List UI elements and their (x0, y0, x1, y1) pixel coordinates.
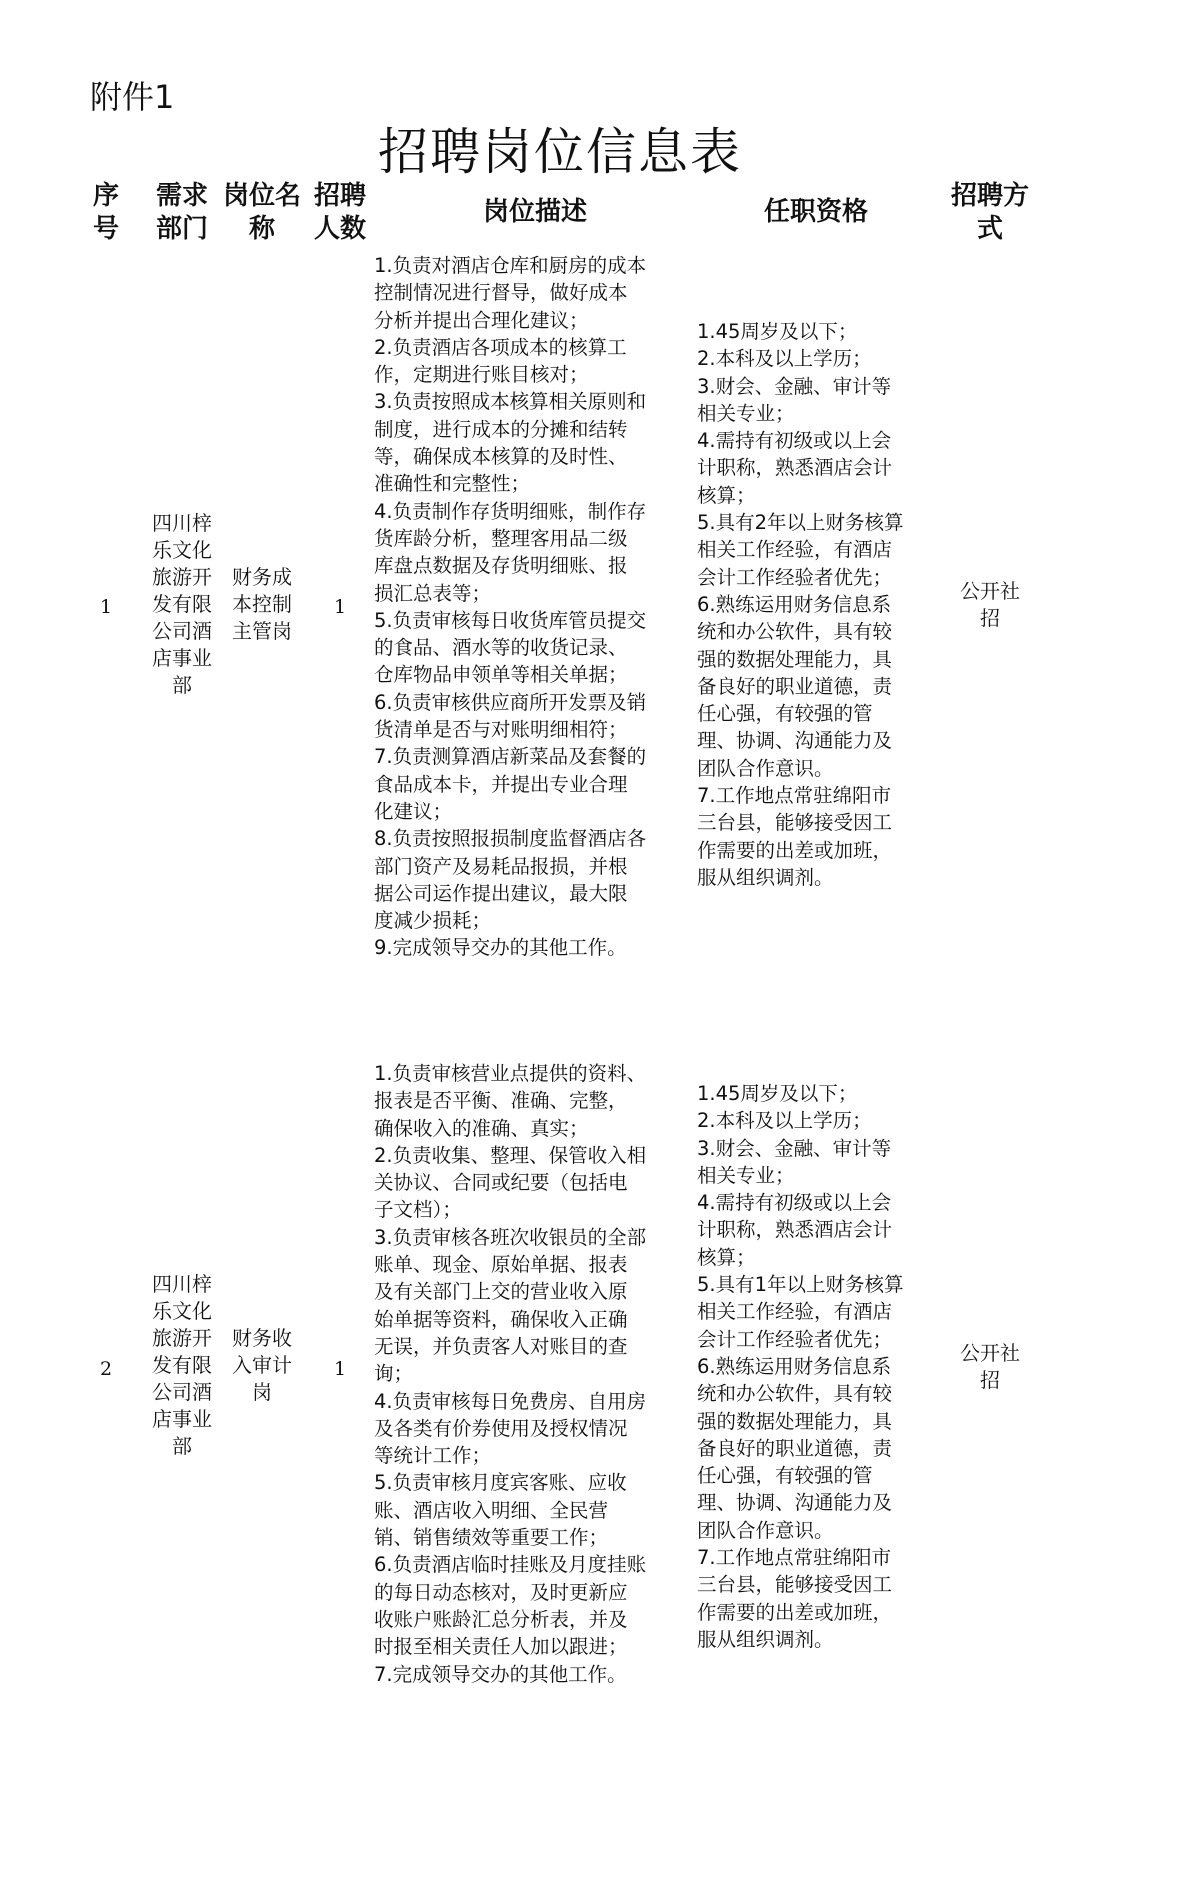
row-1-description-line: 9.完成领导交办的其他工作。 (374, 936, 627, 960)
row-1-count: 1 (333, 596, 347, 618)
row-2-description-line: 的每日动态核对，及时更新应 (374, 1580, 628, 1604)
row-1-position-line: 主管岗 (232, 619, 292, 643)
row-1-no: 1 (99, 596, 113, 618)
row-2-description-line: 时报至相关责任人加以跟进； (374, 1635, 628, 1659)
row-2-requirements-line: 作需要的出差或加班， (697, 1600, 893, 1624)
header-dept-line: 部门 (155, 214, 208, 244)
row-2-mode-line: 公开社 (960, 1341, 1020, 1365)
row-1-description-line: 食品成本卡，并提出专业合理 (374, 772, 628, 796)
row-1-requirements-line: 相关专业； (697, 401, 795, 425)
row-2-description-line: 2.负责收集、整理、保管收入相 (374, 1143, 647, 1167)
row-1-dept-line: 四川梓 (152, 511, 212, 535)
row-2-description-line: 询； (374, 1362, 414, 1386)
row-2-description-line: 3.负责审核各班次收银员的全部 (374, 1225, 647, 1249)
row-2-description-line: 子文档）； (374, 1198, 462, 1222)
row-2-description-line: 及各类有价券使用及授权情况 (374, 1416, 628, 1440)
row-2-description-line: 始单据等资料，确保收入正确 (374, 1307, 628, 1331)
header-mode (935, 180, 1045, 246)
row-1-description-line: 化建议； (374, 799, 453, 823)
row-1-mode (935, 578, 1045, 632)
row-2-description-line: 账、酒店收入明细、全民营 (374, 1498, 609, 1522)
row-2-requirements-line: 团队合作意识。 (697, 1518, 834, 1542)
row-1-dept-line: 店事业 (152, 646, 212, 670)
row-1-description-line: 等，确保成本核算的及时性、 (374, 445, 628, 469)
row-2-dept-line: 部 (172, 1434, 192, 1458)
row-2-description-line: 确保收入的准确、真实； (374, 1116, 589, 1140)
header-description (374, 196, 696, 229)
row-2-requirements-line: 相关工作经验，有酒店 (697, 1300, 893, 1324)
row-2-description-line: 账单、现金、原始单据、报表 (374, 1253, 628, 1277)
row-1-description-line: 4.负责制作存货明细账，制作存 (374, 499, 647, 523)
row-1-description-line: 分析并提出合理化建议； (374, 308, 589, 332)
row-2-requirements-line: 会计工作经验者优先； (697, 1327, 893, 1351)
row-1-requirements (697, 318, 935, 891)
header-mode-line: 招聘方 (950, 181, 1029, 211)
row-1-requirements-line: 计职称，熟悉酒店会计 (697, 456, 893, 480)
row-1-requirements-line: 会计工作经验者优先； (697, 565, 893, 589)
row-2-description-line: 销、销售绩效等重要工作； (374, 1526, 609, 1550)
row-2-dept-line: 四川梓 (152, 1272, 212, 1296)
row-2-description-line: 无误，并负责客人对账目的查 (374, 1334, 628, 1358)
row-2-dept-line: 店事业 (152, 1407, 212, 1431)
header-count (306, 180, 374, 246)
row-2-requirements-line: 核算； (697, 1245, 756, 1269)
row-1-description-line: 货清单是否与对账明细相符； (374, 718, 628, 742)
row-2-dept-line: 发有限 (152, 1353, 212, 1377)
row-2-description-line: 6.负责酒店临时挂账及月度挂账 (374, 1553, 647, 1577)
row-1-dept-line: 部 (172, 673, 192, 697)
row-1-requirements-line: 4.需持有初级或以上会 (697, 429, 892, 453)
row-2-requirements-line: 7.工作地点常驻绵阳市 (697, 1546, 892, 1570)
row-1-description-line: 库盘点数据及存货明细账、报 (374, 554, 628, 578)
row-2-requirements-line: 6.熟练运用财务信息系 (697, 1354, 892, 1378)
row-1-requirements-line: 任心强，有较强的管 (697, 702, 873, 726)
row-2-requirements-line: 强的数据处理能力，具 (697, 1409, 893, 1433)
attachment-label: 附件1 (90, 78, 175, 116)
row-1-dept-line: 公司酒 (152, 619, 212, 643)
row-2-description-line: 及有关部门上交的营业收入原 (374, 1280, 628, 1304)
row-1-description-line: 作，定期进行账目核对； (374, 363, 589, 387)
row-2-description-line: 关协议、合同或纪要（包括电 (374, 1171, 628, 1195)
header-position-line: 岗位名 (222, 181, 301, 211)
row-2-dept-line: 乐文化 (152, 1299, 212, 1323)
header-requirements-line: 任职资格 (763, 197, 868, 227)
row-1-requirements-line: 备良好的职业道德，责 (697, 674, 893, 698)
row-1-requirements-line: 统和办公软件，具有较 (697, 620, 893, 644)
row-1-requirements-line: 三台县，能够接受因工 (697, 811, 893, 835)
row-2-position-line: 岗 (252, 1380, 272, 1404)
row-1-description-line: 1.负责对酒店仓库和厨房的成本 (374, 254, 647, 277)
row-1-description-line: 的食品、酒水等的收货记录、 (374, 636, 628, 660)
row-1-position-line: 财务成 (232, 565, 292, 589)
row-2-description (374, 1060, 696, 1688)
row-1-description-line: 8.负责按照报损制度监督酒店各 (374, 827, 647, 851)
row-2-description-line: 等统计工作； (374, 1444, 492, 1468)
row-2-position (210, 1325, 314, 1406)
page-title: 招聘岗位信息表 (378, 123, 742, 181)
row-1-description-line: 3.负责按照成本核算相关原则和 (374, 390, 647, 414)
row-1-requirements-line: 相关工作经验，有酒店 (697, 538, 893, 562)
row-2-requirements (697, 1080, 935, 1653)
row-1-requirements-line: 6.熟练运用财务信息系 (697, 592, 892, 616)
row-1-description-line: 2.负责酒店各项成本的核算工 (374, 335, 627, 359)
row-2-requirements-line: 相关专业； (697, 1163, 795, 1187)
row-2-description-line: 5.负责审核月度宾客账、应收 (374, 1471, 627, 1495)
row-2-requirements-line: 1.45周岁及以下； (697, 1082, 858, 1105)
row-1-description-line: 度减少损耗； (374, 909, 492, 933)
row-1-requirements-line: 作需要的出差或加班， (697, 838, 893, 862)
row-1-mode-line: 公开社 (960, 579, 1020, 603)
row-1-requirements-line: 核算； (697, 483, 756, 507)
row-2-count: 1 (333, 1358, 347, 1380)
row-1-requirements-line: 理、协调、沟通能力及 (697, 729, 893, 753)
row-1-description-line: 控制情况进行督导，做好成本 (374, 281, 628, 305)
row-2-description-line: 收账户账龄汇总分析表，并及 (374, 1607, 628, 1631)
row-1-requirements-line: 5.具有2年以上财务核算 (697, 511, 904, 535)
row-2-requirements-line: 理、协调、沟通能力及 (697, 1491, 893, 1515)
row-1-requirements-line: 3.财会、金融、审计等 (697, 374, 892, 398)
header-count-line: 人数 (313, 214, 366, 244)
header-requirements (697, 196, 935, 229)
row-2-requirements-line: 4.需持有初级或以上会 (697, 1191, 892, 1215)
row-2-dept-line: 公司酒 (152, 1380, 212, 1404)
row-1-description (374, 252, 696, 962)
row-1-description-line: 5.负责审核每日收货库管员提交 (374, 608, 647, 632)
row-1-description-line: 制度，进行成本的分摊和结转 (374, 417, 628, 441)
row-2-requirements-line: 三台县，能够接受因工 (697, 1573, 893, 1597)
row-1-position-line: 本控制 (232, 592, 292, 616)
row-2-mode (935, 1340, 1045, 1394)
row-2-requirements-line: 2.本科及以上学历； (697, 1109, 872, 1133)
header-dept-line: 需求 (155, 181, 208, 211)
row-1-description-line: 仓库物品申领单等相关单据； (374, 663, 628, 687)
header-position (210, 180, 314, 246)
row-2-requirements-line: 5.具有1年以上财务核算 (697, 1273, 904, 1297)
row-2-requirements-line: 任心强，有较强的管 (697, 1464, 873, 1488)
row-1-description-line: 部门资产及易耗品报损，并根 (374, 854, 628, 878)
header-no-line: 序 (92, 181, 119, 211)
row-1-dept-line: 旅游开 (152, 565, 212, 589)
row-2-requirements-line: 3.财会、金融、审计等 (697, 1136, 892, 1160)
row-2-mode-line: 招 (980, 1368, 1000, 1392)
row-2-description-line: 1.负责审核营业点提供的资料、 (374, 1062, 647, 1085)
row-2-requirements-line: 备良好的职业道德，责 (697, 1436, 893, 1460)
header-no (80, 180, 132, 246)
row-1-description-line: 损汇总表等； (374, 581, 492, 605)
row-2-description-line: 7.完成领导交办的其他工作。 (374, 1662, 627, 1686)
row-1-requirements-line: 团队合作意识。 (697, 756, 834, 780)
row-1-requirements-line: 7.工作地点常驻绵阳市 (697, 784, 892, 808)
header-count-line: 招聘 (313, 181, 366, 211)
row-2-position-line: 入审计 (232, 1353, 292, 1377)
row-2-description-line: 报表是否平衡、准确、完整， (374, 1089, 628, 1113)
row-2-description-line: 4.负责审核每日免费房、自用房 (374, 1389, 647, 1413)
row-1-requirements-line: 1.45周岁及以下； (697, 320, 858, 343)
header-position-line: 称 (248, 214, 275, 244)
row-2-requirements-line: 统和办公软件，具有较 (697, 1382, 893, 1406)
row-2-no: 2 (99, 1358, 113, 1380)
header-description-line: 岗位描述 (482, 197, 587, 227)
header-mode-line: 式 (976, 214, 1003, 244)
header-no-line: 号 (92, 214, 119, 244)
row-1-description-line: 准确性和完整性； (374, 472, 531, 496)
row-1-position (210, 564, 314, 645)
row-1-requirements-line: 2.本科及以上学历； (697, 347, 872, 371)
row-1-description-line: 货库龄分析，整理客用品二级 (374, 526, 628, 550)
row-1-requirements-line: 强的数据处理能力，具 (697, 647, 893, 671)
row-1-mode-line: 招 (980, 606, 1000, 630)
row-2-requirements-line: 服从组织调剂。 (697, 1627, 834, 1651)
row-1-description-line: 6.负责审核供应商所开发票及销 (374, 690, 647, 714)
row-1-requirements-line: 服从组织调剂。 (697, 865, 834, 889)
row-2-dept-line: 旅游开 (152, 1326, 212, 1350)
row-1-description-line: 据公司运作提出建议，最大限 (374, 881, 628, 905)
row-2-requirements-line: 计职称，熟悉酒店会计 (697, 1218, 893, 1242)
row-1-dept-line: 发有限 (152, 592, 212, 616)
row-1-dept-line: 乐文化 (152, 538, 212, 562)
row-1-description-line: 7.负责测算酒店新菜品及套餐的 (374, 745, 647, 769)
row-2-position-line: 财务收 (232, 1326, 292, 1350)
